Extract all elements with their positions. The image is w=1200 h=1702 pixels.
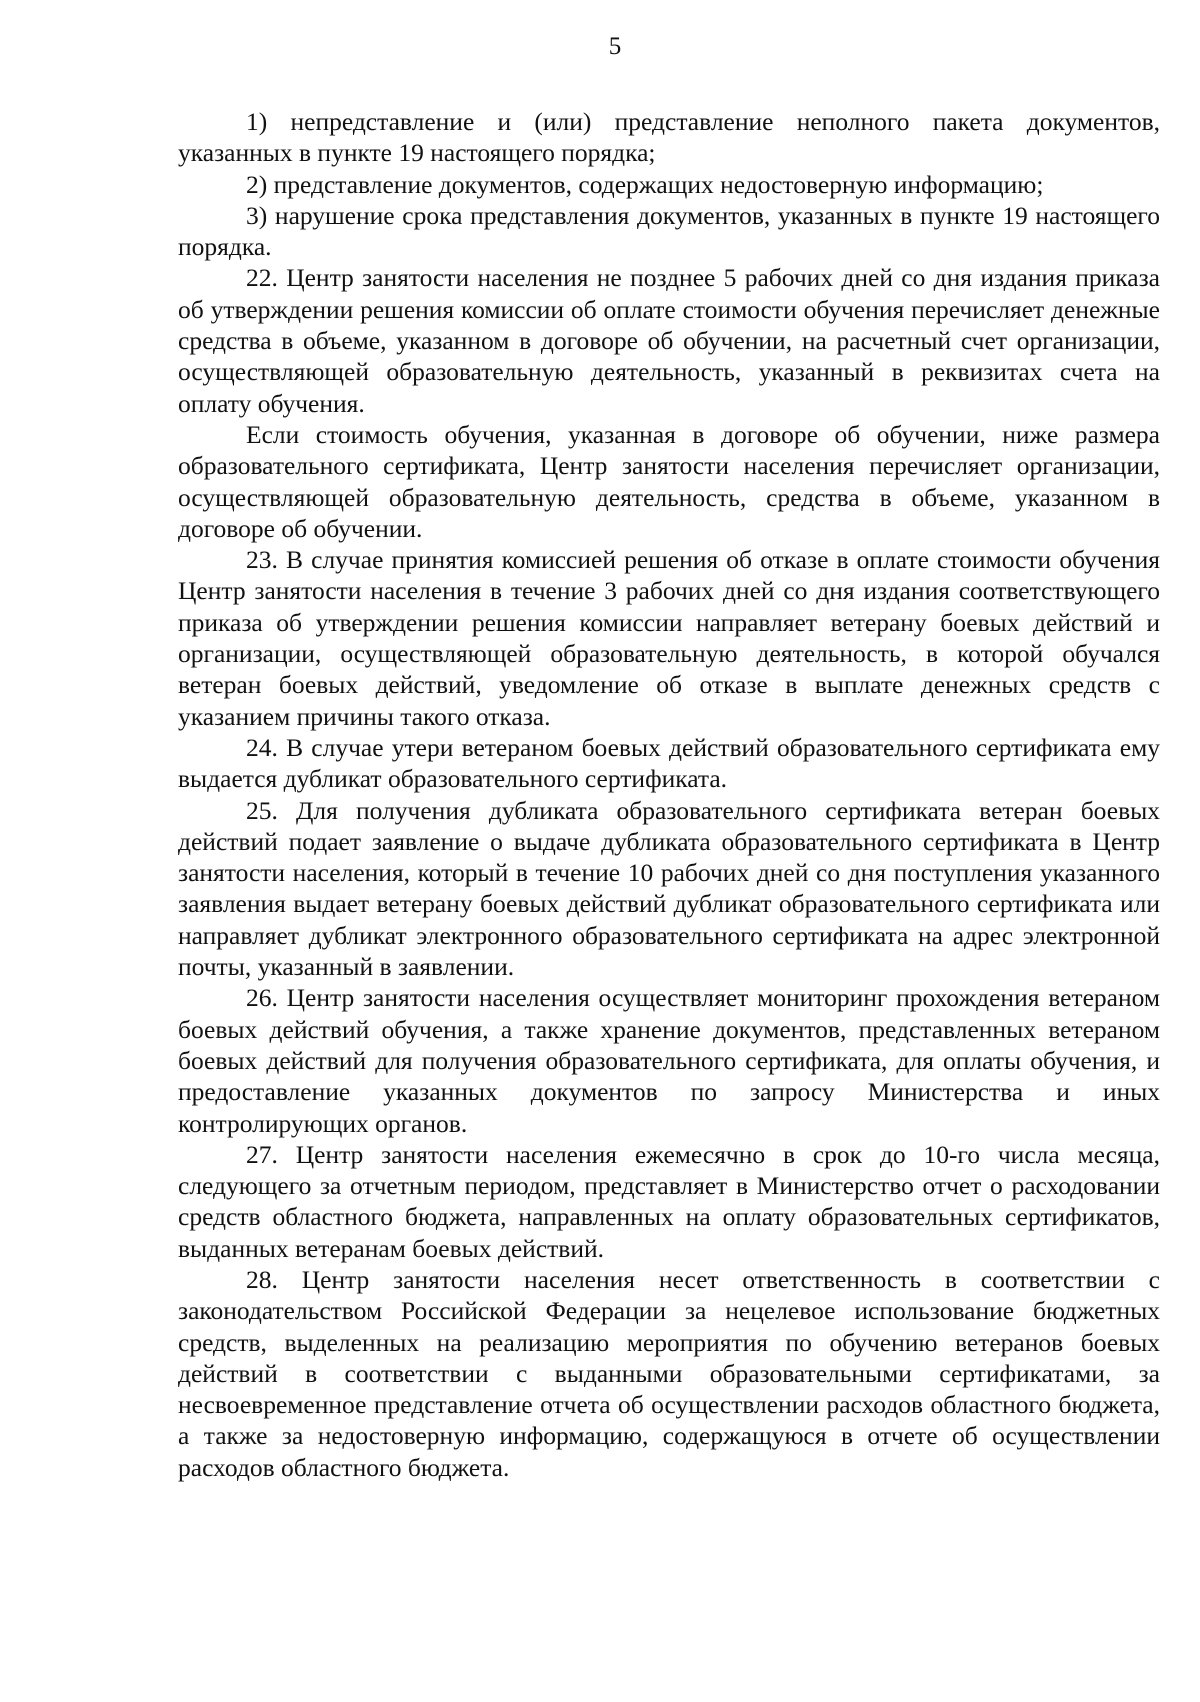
- document-body: [178, 106, 1160, 1483]
- page-number: 5: [608, 33, 622, 60]
- paragraph-27: 27. Центр занятости населения ежемесячно в срок до 10-го числа месяца, следующего за отчетным периодом, представляет в Министерство отчет о расходовании средств областного бюджета, направленных на оплату образовательных сертификатов, выданных ветеранам боевых действий.: [178, 1139, 1160, 1263]
- paragraph-22: 22. Центр занятости населения не позднее 5 рабочих дней со дня издания приказа об утверждении решения комиссии об оплате стоимости обучения перечисляет денежные средства в объеме, указанном в договоре об обучении, на расчетный счет организации, осуществляющей образовательную деятельность, указанный в реквизитах счета на оплату обучения.: [178, 263, 1160, 418]
- paragraph-22-continuation: Если стоимость обучения, указанная в договоре об обучении, ниже размера образовательного сертификата, Центр занятости населения перечисляет организации, осуществляющей образовательную деятельность, средства в объеме, указанном в договоре об обучении.: [178, 419, 1160, 543]
- paragraph-item-3: 3) нарушение срока представления документов, указанных в пункте 19 настоящего порядка.: [178, 200, 1160, 262]
- paragraph-23: 23. В случае принятия комиссией решения об отказе в оплате стоимости обучения Центр занятости населения в течение 3 рабочих дней со дня издания соответствующего приказа об утверждении решения комиссии направляет ветерану боевых действий и организации, осуществляющей образовательную деятельность, в которой обучался ветеран боевых действий, уведомление об отказе в выплате денежных средств с указанием причины такого отказа.: [178, 545, 1160, 731]
- paragraph-item-1: 1) непредставление и (или) представление неполного пакета документов, указанных в пункте 19 настоящего порядка;: [178, 107, 1160, 168]
- paragraph-26: 26. Центр занятости населения осуществляет мониторинг прохождения ветераном боевых действий обучения, а также хранение документов, представленных ветераном боевых действий для получения образовательного сертификата, для оплаты обучения, и предоставление указанных документов по запросу Министерства и иных контролирующих органов.: [178, 983, 1160, 1138]
- paragraph-25: 25. Для получения дубликата образовательного сертификата ветеран боевых действий подает заявление о выдаче дубликата образовательного сертификата в Центр занятости населения, который в течение 10 рабочих дней со дня поступления указанного заявления выдает ветерану боевых действий дубликат образовательного сертификата или направляет дубликат электронного образовательного сертификата на адрес электронной почты, указанный в заявлении.: [178, 795, 1160, 982]
- paragraph-24: 24. В случае утери ветераном боевых действий образовательного сертификата ему выдается дубликат образовательного сертификата.: [178, 732, 1160, 794]
- paragraph-28: 28. Центр занятости населения несет ответственность в соответствии с законодательством Российской Федерации за нецелевое использование бюджетных средств, выделенных на реализацию мероприятия по обучению ветеранов боевых действий в соответствии с выданными образовательными сертификатами, за несвоевременное представление отчета об осуществлении расходов областного бюджета, а также за недостоверную информацию, содержащуюся в отчете об осуществлении расходов областного бюджета.: [178, 1264, 1160, 1482]
- paragraph-item-2: 2) представление документов, содержащих недостоверную информацию;: [246, 169, 1044, 199]
